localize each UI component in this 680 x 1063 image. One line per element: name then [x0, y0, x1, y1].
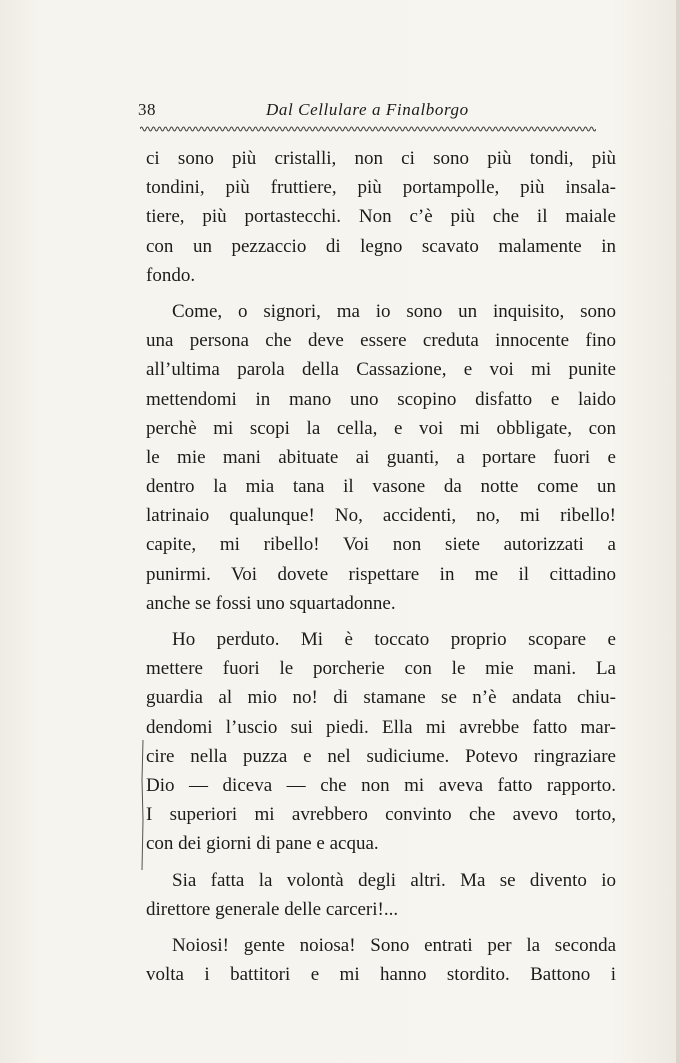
paragraph-gap [146, 290, 616, 297]
text-line: I superiori mi avrebbero convinto che avevo torto, [146, 804, 616, 826]
text-line: dentro la mia tana il vasone da notte come un [146, 476, 616, 498]
text-line: fondo. [146, 264, 196, 286]
text-line: ci sono più cristalli, non ci sono più tondi, più [146, 148, 616, 169]
paragraph-gap [146, 618, 616, 625]
text-line: tiere, più portastecchi. Non c’è più che il maiale [146, 206, 616, 228]
text-line: direttore generale delle carceri!... [146, 898, 399, 920]
paragraph [146, 297, 616, 618]
text-line: Ho perduto. Mi è toccato proprio scopare e [172, 629, 616, 650]
page-header [138, 100, 598, 124]
text-line: Sia fatta la volontà degli altri. Ma se divento io [172, 869, 616, 891]
paragraph-gap [146, 924, 616, 931]
running-title: Dal Cellulare a Finalborgo [266, 100, 469, 119]
text-line: una persona che deve essere creduta innocente fino [146, 330, 616, 352]
body-text [146, 144, 616, 989]
text-line: perchè mi scopi la cella, e voi mi obbligate, con [146, 417, 616, 439]
margin-pencil-mark [138, 740, 148, 870]
text-line: anche se fossi uno squartadonne. [146, 592, 396, 614]
paragraph-gap [146, 859, 616, 866]
text-line: mettendomi in mano uno scopino disfatto e laido [146, 388, 616, 410]
text-line: capite, mi ribello! Voi non siete autorizzati a [146, 534, 616, 556]
text-line: Noiosi! gente noiosa! Sono entrati per la seconda [172, 934, 616, 956]
text-line: con un pezzaccio di legno scavato malamente in [146, 235, 616, 257]
text-line: all’ultima parola della Cassazione, e voi mi punite [146, 359, 616, 381]
paragraph [146, 866, 616, 924]
page-number: 38 [138, 100, 156, 119]
text-line: con dei giorni di pane e acqua. [146, 833, 379, 855]
header-rule-ornament [140, 124, 596, 134]
text-line: Come, o signori, ma io sono un inquisito, sono [172, 300, 616, 322]
text-line: volta i battitori e mi hanno stordito. Battono i [146, 964, 616, 986]
text-line: punirmi. Voi dovete rispettare in me il cittadino [146, 563, 616, 585]
text-line: dendomi l’uscio sui piedi. Ella mi avrebbe fatto mar- [146, 716, 616, 738]
text-line: cire nella puzza e nel sudiciume. Potevo ringraziare [146, 745, 616, 767]
paragraph [146, 931, 616, 989]
text-line: tondini, più fruttiere, più portampolle, più insala- [146, 177, 616, 199]
page-edge [676, 0, 680, 1063]
text-line: guardia al mio no! di stamane se n’è andata chiu- [146, 687, 616, 709]
paragraph [146, 625, 616, 859]
text-line: le mie mani abituate ai guanti, a portare fuori e [146, 446, 616, 468]
text-line: Dio — diceva — che non mi aveva fatto rapporto. [146, 774, 616, 796]
paragraph [146, 144, 616, 290]
text-line: latrinaio qualunque! No, accidenti, no, mi ribello! [146, 505, 616, 527]
text-line: mettere fuori le porcherie con le mie mani. La [146, 658, 616, 680]
